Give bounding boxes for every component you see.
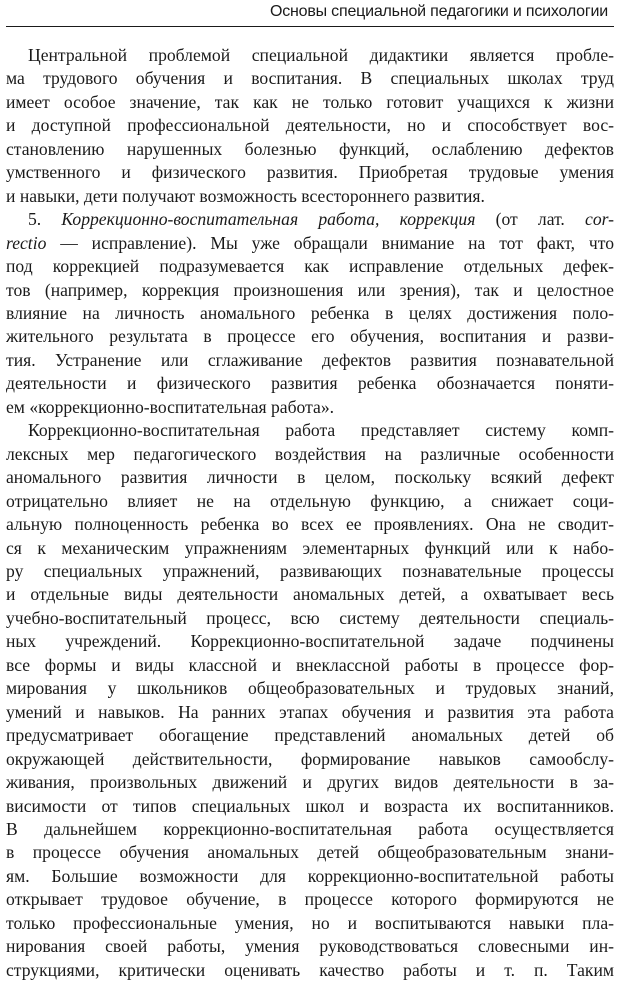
paragraph-2-continuation [6, 255, 614, 419]
body-text [6, 44, 614, 982]
text-line: и отдельные виды деятельности аномальных детей, а охватывает весь [6, 584, 614, 605]
text-line: ся к механическим упражнениям элементарных функций или к набо- [6, 537, 614, 558]
text-line: влияние на личность аномального ребенка в целях достижения поло- [6, 302, 614, 323]
text-line: умственного и физического развития. Приобретая трудовые умения [6, 162, 614, 183]
text-line: Коррекционно-воспитательная работа представляет систему комп- [28, 420, 614, 441]
text-line: ям. Большие возможности для коррекционно-воспитательной работы [6, 865, 614, 886]
text-line: живания, произвольных движений и других видов деятельности в за- [6, 772, 614, 793]
etymology-open: (от лат. [475, 209, 586, 230]
text-line: альную полноценность ребенка во всех ее проявлениях. Она не сводит- [6, 514, 614, 535]
text-line: жительного результата в процессе его обучения, воспитания и разви- [6, 326, 614, 347]
text-line: аномального развития личности в целом, поскольку всякий дефект [6, 467, 614, 488]
header-rule [6, 26, 614, 27]
paragraph-2-line-1 [6, 208, 614, 231]
text-line: Центральной проблемой специальной дидактики является пробле- [28, 45, 614, 65]
text-line: мирования у школьников общеобразовательных и трудовых знаний, [6, 678, 614, 699]
text-line: все формы и виды классной и внеклассной работы в процессе фор- [6, 654, 614, 675]
text-line: В дальнейшем коррекционно-воспитательная работа осуществляется [6, 818, 614, 839]
text-line: ных учреждений. Коррекционно-воспитательной задаче подчинены [6, 631, 614, 652]
text-line: умений и навыков. На ранних этапах обучения и развития эта работа [6, 701, 614, 722]
text-line: лексных мер педагогического воздействия на различные особенности [6, 443, 614, 464]
text-line: только профессиональные умения, но и воспитываются навыки пла- [6, 912, 614, 933]
text-line: струкциями, критически оценивать качество работы и т. п. Таким [6, 959, 614, 980]
paragraph-2 [6, 208, 614, 419]
paragraph-3 [6, 419, 614, 982]
text-line: висимости от типов специальных школ и возраста их воспитанников. [6, 795, 614, 816]
text-line: и навыки, дети получают возможность всестороннего развития. [6, 185, 485, 206]
text-line: окружающей действительности, формирование навыков самообслу- [6, 748, 614, 769]
text-line: в процессе обучения аномальных детей общеобразовательным знани- [6, 842, 614, 863]
text-line: ру специальных упражнений, развивающих познавательные процессы [6, 560, 614, 581]
text-line: деятельности и физического развития ребенка обозначается поняти- [6, 373, 614, 394]
paragraph-2-line-2-text: — исправление). Мы уже обращали внимание на тот факт, что [46, 232, 614, 253]
text-line: предусматривает обогащение представлений аномальных детей об [6, 725, 614, 746]
running-header: Основы специальной педагогики и психологии [269, 3, 608, 20]
text-line: под коррекцией подразумевается как исправление отдельных дефек- [6, 256, 614, 277]
text-line: имеет особое значение, так как не только готовит учащихся к жизни [6, 91, 614, 112]
text-line: ем «коррекционно-воспитательная работа». [6, 396, 335, 417]
term-italic: Коррекционно-воспитательная работа, коррекция [61, 209, 476, 230]
text-line: тия. Устранение или сглаживание дефектов развития познавательной [6, 349, 614, 370]
text-line: и доступной профессиональной деятельности, но и способствует вос- [6, 115, 614, 136]
text-line: становлению нарушенных болезнью функций, ослаблению дефектов [6, 138, 614, 159]
latin-term-part-1: cor- [585, 209, 614, 230]
latin-term-part-2: rectio [6, 232, 47, 253]
paragraph-2-line-2 [6, 232, 614, 255]
text-line: отрицательно влияет не на отдельную функцию, а снижает соци- [6, 490, 614, 511]
text-line: открывает трудовое обучение, в процессе которого формируются не [6, 889, 614, 910]
text-line: учебно-воспитательный процесс, всю систему деятельности специаль- [6, 607, 614, 628]
text-line: тов (например, коррекция произношения или зрения), так и целостное [6, 279, 614, 300]
text-line: нирования своей работы, умения руководствоваться словесными ин- [6, 936, 614, 957]
text-line: ма трудового обучения и воспитания. В специальных школах труд [6, 68, 614, 89]
paragraph-1 [6, 44, 614, 208]
item-number: 5. [28, 209, 42, 230]
